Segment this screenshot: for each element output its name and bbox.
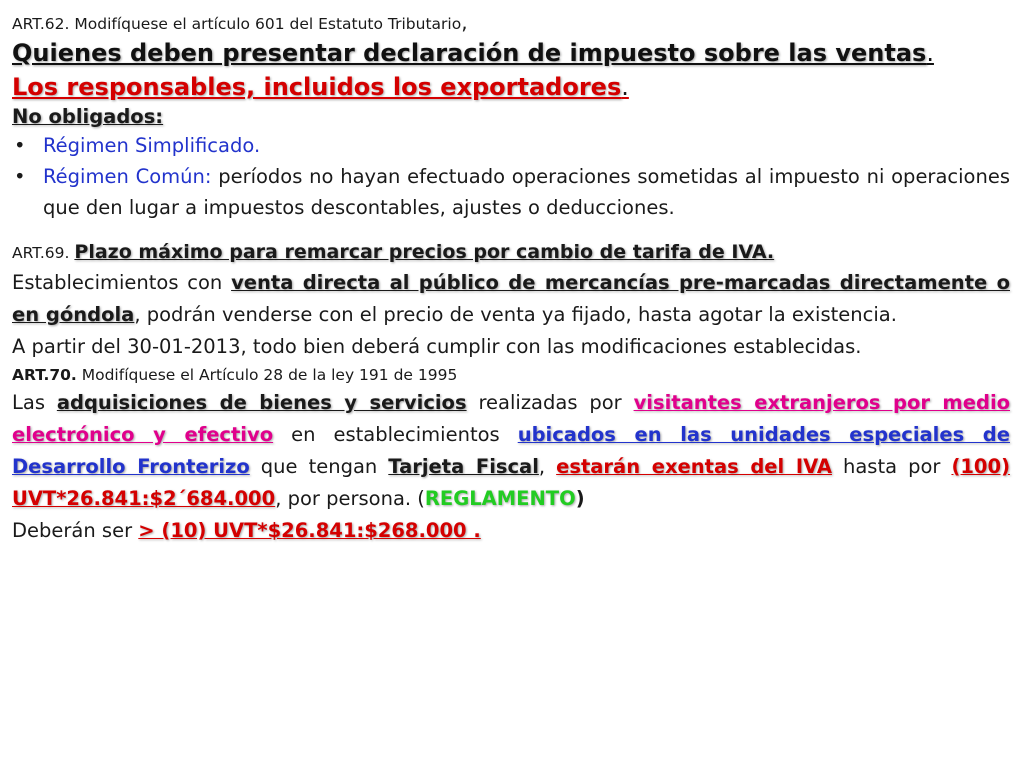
art69-ref: ART.69. <box>12 244 75 262</box>
no-obligados-list <box>12 130 1010 223</box>
art69-title: Plazo máximo para remarcar precios por cambio de tarifa de IVA. <box>74 241 775 263</box>
slide <box>12 10 1010 547</box>
art62-title-2-text: Los responsables, incluidos los exportadores <box>12 73 622 101</box>
art62-reference <box>12 10 1010 36</box>
art70-s7: que tengan <box>249 455 389 478</box>
art69-p1-c: , podrán venderse con el precio de venta ya fijado, hasta agotar la existencia. <box>134 303 897 326</box>
no-obligados-heading: No obligados: <box>12 105 164 128</box>
art62-title-2-end: . <box>621 73 629 101</box>
art70-last-amount: > (10) UVT*$26.841:$268.000 . <box>138 519 481 542</box>
art70-reference <box>12 363 1010 387</box>
art70-s9: , <box>538 455 557 478</box>
art70-ref-bold: ART.70. <box>12 366 77 384</box>
bullet-comun-text: períodos no hayan efectuado operaciones sometidas al impuesto ni operaciones que den lugar a impuestos descontables, ajustes o deducciones. <box>43 165 1010 219</box>
art70-last-line <box>12 515 1010 547</box>
art70-ref-rest: Modifíquese el Artículo 28 de la ley 191 de 1995 <box>76 366 458 384</box>
list-item <box>12 161 1010 223</box>
art70-s5: en establecimientos <box>273 423 518 446</box>
art70-uvt-amount: (100) UVT*26.841:$2´684.000 <box>12 455 1010 510</box>
art62-ref-comma: , <box>461 10 468 34</box>
art70-unidades-especiales: ubicados en las unidades especiales de Desarrollo Fronterizo <box>12 423 1010 478</box>
art62-title-1 <box>12 36 1010 70</box>
art70-s11: hasta por <box>831 455 952 478</box>
art70-paragraph <box>12 387 1010 515</box>
art69-paragraph-1 <box>12 267 1010 331</box>
list-item <box>12 130 1010 161</box>
art70-s3: realizadas por <box>466 391 634 414</box>
art69-heading <box>12 237 1010 267</box>
art62-title-1-text: Quienes deben presentar declaración de impuesto sobre las ventas <box>12 39 927 67</box>
art70-exentas-iva: estarán exentas del IVA <box>556 455 832 478</box>
art70-s15: ) <box>575 487 585 510</box>
art62-title-2 <box>12 70 1010 104</box>
art69-p1-a: Establecimientos con <box>12 271 232 294</box>
art70-tarjeta-fiscal: Tarjeta Fiscal <box>388 455 539 478</box>
art70-reglamento: REGLAMENTO <box>424 487 576 510</box>
art62-title-1-end: . <box>926 39 934 67</box>
spacer <box>12 223 1010 237</box>
bullet-simplificado: Régimen Simplificado. <box>43 134 261 157</box>
art70-s13: , por persona. ( <box>275 487 425 510</box>
art69-paragraph-2: A partir del 30-01-2013, todo bien deberá cumplir con las modificaciones establecidas. <box>12 335 862 358</box>
art70-adquisiciones: adquisiciones de bienes y servicios <box>56 391 467 414</box>
art70-last-a: Deberán ser <box>12 519 139 542</box>
art70-s1: Las <box>12 391 57 414</box>
art70-visitantes: visitantes extranjeros por medio electrónico y efectivo <box>12 391 1011 446</box>
bullet-comun-label: Régimen Común: <box>43 165 212 188</box>
art62-ref-text: ART.62. Modifíquese el artículo 601 del Estatuto Tributario <box>12 15 462 33</box>
art69-p1-bold: venta directa al público de mercancías pre-marcadas directamente o en góndola <box>12 271 1010 326</box>
